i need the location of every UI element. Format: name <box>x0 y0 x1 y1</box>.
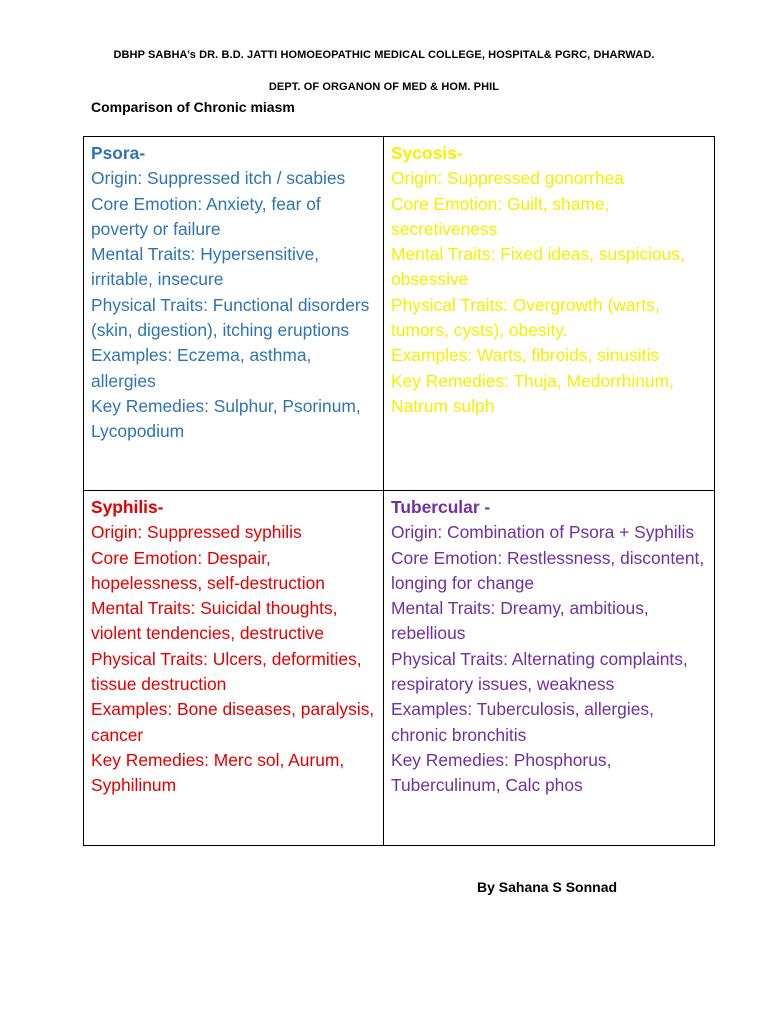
tubercular-key-remedies: Key Remedies: Phosphorus, Tuberculinum, Calc phos <box>391 749 612 796</box>
psora-title: Psora- <box>91 143 146 163</box>
tubercular-title: Tubercular - <box>391 497 491 517</box>
department-header: DEPT. OF ORGANON OF MED & HOM. PHIL <box>268 81 500 93</box>
syphilis-physical-traits: Physical Traits: Ulcers, deformities, tissue destruction <box>91 648 362 695</box>
tubercular-examples: Examples: Tuberculosis, allergies, chronic bronchitis <box>391 699 654 745</box>
syphilis-cell <box>84 491 384 846</box>
syphilis-key-remedies: Key Remedies: Merc sol, Aurum, Syphilinum <box>91 749 345 796</box>
tubercular-physical-traits: Physical Traits: Alternating complaints, respiratory issues, weakness <box>391 648 688 695</box>
college-header: DBHP SABHA’s DR. B.D. JATTI HOMOEOPATHIC MEDICAL COLLEGE, HOSPITAL& PGRC, DHARWAD. <box>113 49 655 61</box>
psora-core-emotion: Core Emotion: Anxiety, fear of poverty or failure <box>91 193 321 239</box>
psora-key-remedies: Key Remedies: Sulphur, Psorinum, Lycopodium <box>91 395 361 442</box>
psora-examples: Examples: Eczema, asthma, allergies <box>91 345 312 391</box>
sycosis-examples: Examples: Warts, fibroids, sinusitis <box>391 345 660 366</box>
tubercular-core-emotion: Core Emotion: Restlessness, discontent, longing for change <box>391 547 705 593</box>
sycosis-core-emotion: Core Emotion: Guilt, shame, secretiveness <box>391 193 610 239</box>
tubercular-origin: Origin: Combination of Psora + Syphilis <box>391 522 695 543</box>
syphilis-core-emotion: Core Emotion: Despair, hopelessness, self-destruction <box>91 547 325 593</box>
psora-origin: Origin: Suppressed itch / scabies <box>91 168 346 189</box>
table-row <box>84 137 715 491</box>
tubercular-mental-traits: Mental Traits: Dreamy, ambitious, rebellious <box>391 598 649 644</box>
syphilis-examples: Examples: Bone diseases, paralysis, cancer <box>91 699 375 745</box>
syphilis-title: Syphilis- <box>91 497 164 517</box>
table-row <box>84 491 715 846</box>
sycosis-cell <box>384 137 715 491</box>
psora-physical-traits: Physical Traits: Functional disorders (skin, digestion), itching eruptions <box>91 294 370 341</box>
sycosis-mental-traits: Mental Traits: Fixed ideas, suspicious, obsessive <box>391 244 685 290</box>
miasm-comparison-table <box>83 136 715 846</box>
document-title: Comparison of Chronic miasm <box>91 99 295 115</box>
syphilis-mental-traits: Mental Traits: Suicidal thoughts, violent tendencies, destructive <box>91 598 338 644</box>
syphilis-origin: Origin: Suppressed syphilis <box>91 522 302 543</box>
tubercular-cell <box>384 491 715 846</box>
author-credit: By Sahana S Sonnad <box>477 879 618 895</box>
sycosis-physical-traits: Physical Traits: Overgrowth (warts, tumors, cysts), obesity. <box>391 294 660 341</box>
psora-mental-traits: Mental Traits: Hypersensitive, irritable, insecure <box>91 244 320 290</box>
sycosis-origin: Origin: Suppressed gonorrhea <box>391 168 624 189</box>
psora-cell <box>84 137 384 491</box>
sycosis-key-remedies: Key Remedies: Thuja, Medorrhinum, Natrum sulph <box>391 370 674 416</box>
sycosis-title: Sycosis- <box>391 143 463 163</box>
